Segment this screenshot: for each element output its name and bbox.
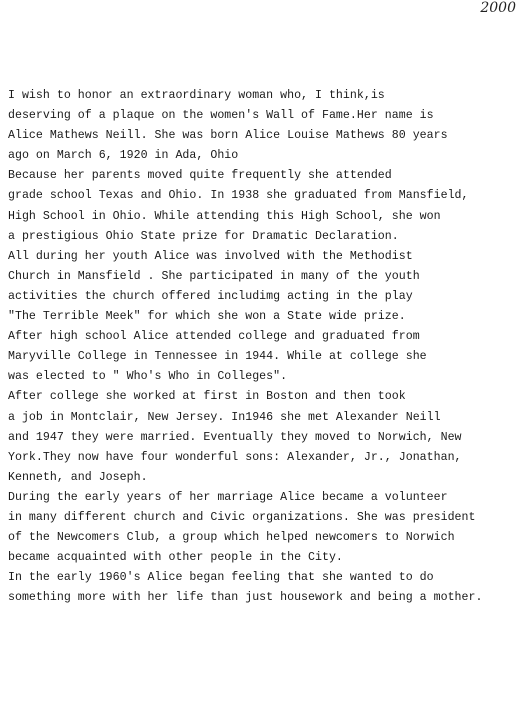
text-line: After college she worked at first in Boston and then took	[8, 390, 406, 404]
document-body	[8, 86, 508, 608]
text-line: Church in Mansfield . She participated in many of the youth	[8, 269, 420, 283]
text-line: ago on March 6, 1920 in Ada, Ohio	[8, 149, 239, 163]
text-line: In the early 1960's Alice began feeling that she wanted to do	[8, 571, 434, 585]
text-line: became acquainted with other people in the City.	[8, 551, 343, 565]
text-line: Because her parents moved quite frequently she attended	[8, 169, 392, 183]
text-line: and 1947 they were married. Eventually they moved to Norwich, New	[8, 430, 462, 444]
text-line: activities the church offered includimg acting in the play	[8, 289, 413, 303]
text-line: Kenneth, and Joseph.	[8, 470, 148, 484]
text-line: something more with her life than just housework and being a mother.	[8, 591, 483, 605]
text-line: grade school Texas and Ohio. In 1938 she graduated from Mansfield,	[8, 189, 469, 203]
text-line: "The Terrible Meek" for which she won a State wide prize.	[8, 310, 406, 324]
text-line: Alice Mathews Neill. She was born Alice Louise Mathews 80 years	[8, 129, 448, 143]
text-line: York.They now have four wonderful sons: Alexander, Jr., Jonathan,	[8, 450, 462, 464]
text-line: High School in Ohio. While attending this High School, she won	[8, 209, 441, 223]
text-line: All during her youth Alice was involved with the Methodist	[8, 249, 413, 263]
text-line: After high school Alice attended college and graduated from	[8, 330, 420, 344]
text-line: was elected to " Who's Who in Colleges".	[8, 370, 288, 384]
text-line: During the early years of her marriage Alice became a volunteer	[8, 490, 448, 504]
text-line: a job in Montclair, New Jersey. In1946 she met Alexander Neill	[8, 410, 441, 424]
text-line: of the Newcomers Club, a group which helped newcomers to Norwich	[8, 531, 455, 545]
text-line: in many different church and Civic organizations. She was president	[8, 510, 476, 524]
page-number: 2000	[480, 0, 516, 16]
text-line: deserving of a plaque on the women's Wall of Fame.Her name is	[8, 109, 434, 123]
text-line: Maryville College in Tennessee in 1944. While at college she	[8, 350, 427, 364]
text-line: a prestigious Ohio State prize for Dramatic Declaration.	[8, 229, 399, 243]
text-line: I wish to honor an extraordinary woman who, I think,is	[8, 89, 385, 102]
